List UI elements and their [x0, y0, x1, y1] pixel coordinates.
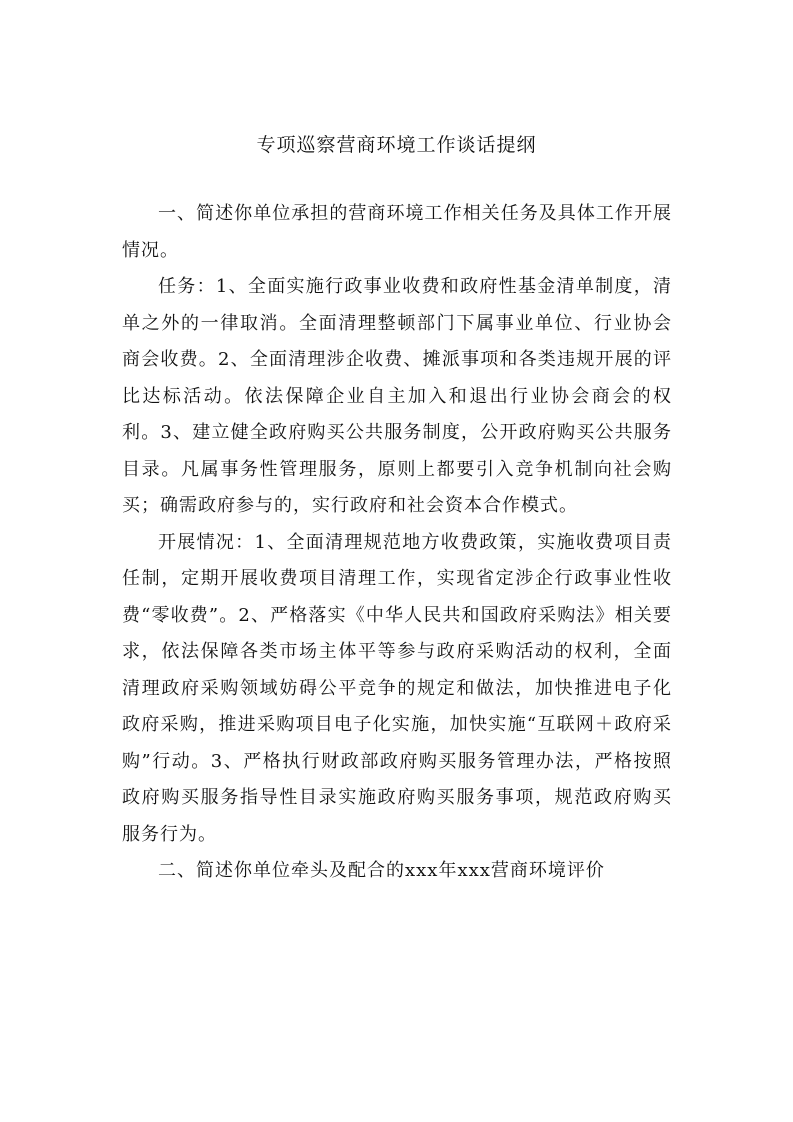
paragraph-section-2: 二、简述你单位牵头及配合的xxx年xxx营商环境评价 [158, 860, 605, 881]
paragraph-progress: 开展情况：1、全面清理规范地方收费政策，实施收费项目责任制，定期开展收费项目清理工作，实现省定涉企行政事业性收费“零收费”。2、严格落实《中华人民共和国政府采购法》相关要求，依法保障各类市场主体平等参与政府采购活动的权利，全面清理政府采购领域妨碍公平竞争的规定和做法，加快推进电子化政府采购，推进采购项目电子化实施，加快实施“互联网＋政府采购”行动。3、严格执行财政部政府购买服务管理办法，严格按照政府购买服务指导性目录实施政府购买服务事项，规范政府购买服务行为。 [122, 531, 672, 845]
document-title: 专项巡察营商环境工作谈话提纲 [256, 134, 537, 156]
document-body [122, 196, 672, 890]
paragraph-tasks: 任务：1、全面实施行政事业收费和政府性基金清单制度，清单之外的一律取消。全面清理整顿部门下属事业单位、行业协会商会收费。2、全面清理涉企收费、摊派事项和各类违规开展的评比达标活动。依法保障企业自主加入和退出行业协会商会的权利。3、建立健全政府购买公共服务制度，公开政府购买公共服务目录。凡属事务性管理服务，原则上都要引入竞争机制向社会购买；确需政府参与的，实行政府和社会资本合作模式。 [122, 276, 672, 516]
paragraph-section-1: 一、简述你单位承担的营商环境工作相关任务及具体工作开展情况。 [122, 203, 672, 261]
